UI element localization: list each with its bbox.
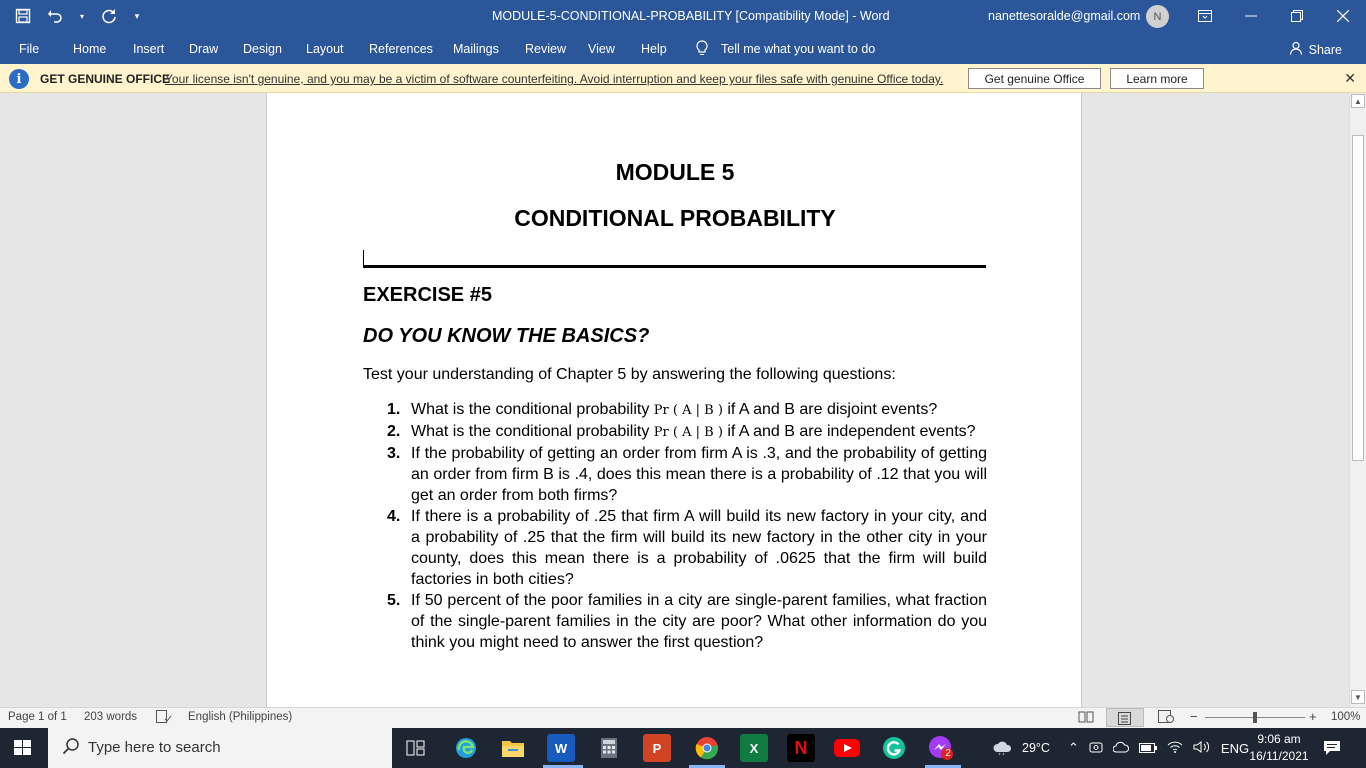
task-view-icon[interactable] bbox=[402, 734, 430, 762]
tab-view[interactable]: View bbox=[588, 42, 615, 56]
tab-references[interactable]: References bbox=[369, 42, 433, 56]
question-text: What is the conditional probability bbox=[411, 423, 654, 440]
tab-mailings[interactable]: Mailings bbox=[453, 42, 499, 56]
title-bar bbox=[0, 0, 1366, 32]
get-genuine-office-button[interactable]: Get genuine Office bbox=[968, 68, 1101, 89]
list-item bbox=[387, 443, 987, 506]
question-text: If 50 percent of the poor families in a city are single-parent families, what fraction of the single-parent families in the city are poor? What other information do you think you might need to answer the first question? bbox=[411, 592, 987, 651]
tab-design[interactable]: Design bbox=[243, 42, 282, 56]
question-list bbox=[387, 399, 987, 653]
powerpoint-app-icon[interactable]: P bbox=[643, 734, 671, 762]
volume-icon[interactable] bbox=[1193, 740, 1211, 757]
system-tray bbox=[1068, 728, 1249, 768]
temperature: 29°C bbox=[1022, 741, 1050, 755]
question-number: 2. bbox=[387, 423, 401, 440]
calculator-icon[interactable] bbox=[595, 734, 623, 762]
customize-toolbar-icon[interactable]: ▾ bbox=[134, 10, 140, 21]
person-icon bbox=[1289, 41, 1303, 58]
zoom-level[interactable]: 100% bbox=[1331, 711, 1361, 723]
intro-paragraph: Test your understanding of Chapter 5 by answering the following questions: bbox=[363, 366, 896, 383]
avatar[interactable]: N bbox=[1146, 5, 1169, 28]
question-text: if A and B are independent events? bbox=[722, 423, 976, 440]
module-heading: MODULE 5 bbox=[615, 159, 735, 185]
zoom-in-button[interactable]: + bbox=[1309, 709, 1317, 724]
quick-access-toolbar bbox=[0, 0, 142, 32]
list-item bbox=[387, 421, 987, 443]
list-item bbox=[387, 590, 987, 653]
meet-now-icon[interactable] bbox=[1089, 740, 1103, 757]
lightbulb-icon[interactable] bbox=[695, 40, 709, 59]
share-label: Share bbox=[1308, 42, 1342, 57]
status-bar bbox=[0, 707, 1366, 728]
clock[interactable] bbox=[1240, 731, 1318, 765]
search-placeholder: Type here to search bbox=[88, 739, 221, 756]
tab-insert[interactable]: Insert bbox=[133, 42, 165, 56]
minimize-icon[interactable] bbox=[1228, 0, 1274, 32]
scroll-up-icon[interactable]: ▲ bbox=[1351, 94, 1365, 108]
battery-icon[interactable] bbox=[1139, 741, 1157, 756]
zoom-out-button[interactable]: − bbox=[1190, 709, 1198, 724]
excel-app-icon[interactable]: X bbox=[740, 734, 768, 762]
word-count[interactable]: 203 words bbox=[84, 711, 138, 723]
scrollbar-thumb[interactable] bbox=[1352, 135, 1364, 461]
web-layout-icon[interactable] bbox=[1158, 710, 1174, 726]
file-explorer-icon[interactable] bbox=[499, 734, 527, 762]
question-text: If the probability of getting an order from firm A is .3, and the probability of getting an order from firm B is .4, does this mean there is a probability of .12 that you will get an order from both firms? bbox=[411, 445, 987, 504]
tab-layout[interactable]: Layout bbox=[306, 42, 344, 56]
taskbar bbox=[0, 728, 1366, 768]
question-number: 4. bbox=[387, 508, 401, 525]
restore-icon[interactable] bbox=[1274, 0, 1320, 32]
share-button[interactable] bbox=[1289, 41, 1342, 58]
zoom-slider-thumb[interactable] bbox=[1253, 712, 1257, 723]
message-title: GET GENUINE OFFICE bbox=[40, 72, 171, 86]
list-item bbox=[387, 506, 987, 590]
tab-file[interactable]: File bbox=[19, 42, 40, 56]
vertical-scrollbar[interactable] bbox=[1349, 93, 1366, 707]
redo-icon[interactable] bbox=[100, 7, 118, 25]
document-page[interactable] bbox=[266, 93, 1082, 707]
weather-icon bbox=[992, 739, 1014, 758]
input-language[interactable]: ENG bbox=[1220, 740, 1250, 756]
netflix-icon[interactable]: N bbox=[787, 734, 815, 762]
question-number: 3. bbox=[387, 445, 401, 462]
license-message-bar bbox=[0, 64, 1366, 93]
undo-dropdown-icon[interactable]: ▾ bbox=[79, 11, 84, 21]
message-link[interactable]: Your license isn't genuine, and you may be a victim of software counterfeiting. Avoid interruption and keep your files safe with genuine Office today. bbox=[165, 72, 944, 86]
edge-icon[interactable] bbox=[452, 734, 480, 762]
horizontal-rule bbox=[363, 265, 986, 268]
ribbon-tabs bbox=[0, 32, 1366, 64]
chevron-up-icon[interactable]: ⌃ bbox=[1068, 740, 1079, 755]
date: 16/11/2021 bbox=[1249, 749, 1309, 763]
scroll-down-icon[interactable]: ▼ bbox=[1351, 690, 1365, 704]
read-mode-icon[interactable] bbox=[1078, 710, 1094, 726]
question-number: 1. bbox=[387, 401, 401, 418]
tab-review[interactable]: Review bbox=[525, 42, 566, 56]
question-text: if A and B are disjoint events? bbox=[722, 401, 938, 418]
learn-more-button[interactable]: Learn more bbox=[1110, 68, 1204, 89]
taskbar-search[interactable] bbox=[48, 728, 392, 768]
notification-badge: 2 bbox=[945, 748, 951, 759]
exercise-heading: EXERCISE #5 bbox=[363, 284, 492, 306]
weather-widget[interactable] bbox=[992, 728, 1050, 768]
proofing-icon[interactable] bbox=[156, 710, 172, 726]
windows-start-icon[interactable] bbox=[14, 740, 31, 756]
ribbon-display-options-icon[interactable] bbox=[1182, 0, 1228, 32]
math-expression: Pr ( A | B ) bbox=[653, 403, 723, 418]
close-icon[interactable] bbox=[1320, 0, 1366, 32]
undo-icon[interactable] bbox=[46, 7, 64, 25]
youtube-icon[interactable] bbox=[833, 734, 861, 762]
word-app-icon[interactable]: W bbox=[547, 734, 575, 762]
chapter-heading: CONDITIONAL PROBABILITY bbox=[514, 205, 836, 231]
save-icon[interactable] bbox=[14, 7, 32, 25]
chrome-icon[interactable] bbox=[693, 734, 721, 762]
language-indicator[interactable]: English (Philippines) bbox=[188, 711, 293, 723]
page-count[interactable]: Page 1 of 1 bbox=[8, 711, 67, 723]
question-text: If there is a probability of .25 that firm A will build its new factory in your city, and a probability of .25 that the firm will build its new factory in the other city in your county, does this mean there is a probability of .0625 that the firm will build factories in both cities? bbox=[411, 508, 987, 588]
action-center-icon[interactable] bbox=[1318, 734, 1346, 762]
basics-heading: DO YOU KNOW THE BASICS? bbox=[363, 325, 650, 347]
question-number: 5. bbox=[387, 592, 401, 609]
grammarly-icon[interactable] bbox=[880, 734, 908, 762]
question-text: What is the conditional probability bbox=[411, 401, 654, 418]
document-title: MODULE-5-CONDITIONAL-PROBABILITY [Compatibility Mode] - Word bbox=[492, 9, 890, 23]
list-item bbox=[387, 399, 987, 421]
tell-me-search[interactable]: Tell me what you want to do bbox=[721, 42, 876, 56]
info-icon: i bbox=[9, 69, 29, 89]
account-email[interactable]: nanettesoralde@gmail.com bbox=[988, 9, 1141, 23]
math-expression: Pr ( A | B ) bbox=[653, 425, 723, 440]
tab-draw[interactable]: Draw bbox=[189, 42, 219, 56]
onedrive-icon[interactable] bbox=[1113, 741, 1129, 756]
search-icon bbox=[62, 737, 80, 760]
tab-home[interactable]: Home bbox=[73, 42, 107, 56]
tab-help[interactable]: Help bbox=[641, 42, 667, 56]
time: 9:06 am bbox=[1257, 732, 1301, 746]
document-canvas bbox=[0, 93, 1349, 707]
wifi-icon[interactable] bbox=[1167, 741, 1183, 756]
print-layout-icon[interactable] bbox=[1106, 708, 1144, 727]
message-close-icon[interactable]: ✕ bbox=[1344, 70, 1356, 86]
